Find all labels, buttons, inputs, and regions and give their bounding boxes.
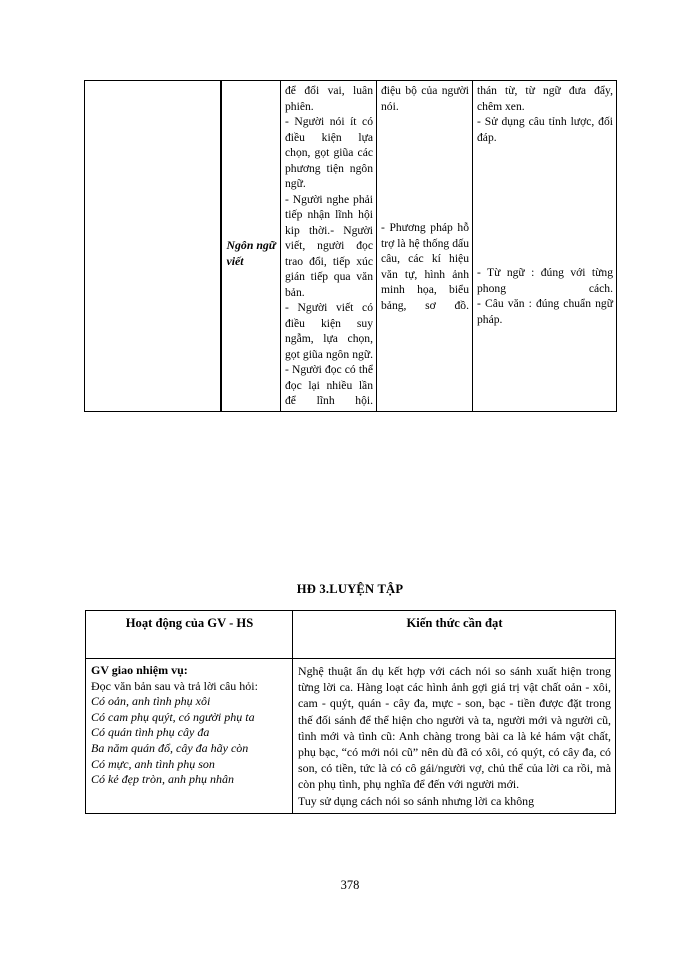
table-row bbox=[86, 659, 616, 814]
knowledge-para-1: Nghệ thuật ẩn dụ kết hợp với cách nói so sánh xuất hiện trong từng lời ca. Hàng loạt các hình ảnh gợi giá trị vật chất oản - xôi, cam - quýt, quán - cây đa, mực - son, bạc - tiền được đặt trong thế đối sánh để thể hiện cho người và ta, người mới và người cũ, tình mới và tình cũ: Anh chàng trong bài ca là kẻ hám vật chất, phụ bạc, “có mới nói cũ” nên dù đã có xôi, có quýt, có cây đa, có son, có tiền, tức là có cô gái/người vợ, chủ thể của lời ca rồi, mà còn phụ tình, phụ nghĩa để đến với người mới. bbox=[298, 664, 611, 792]
col3-para-5: - Người đọc có thể đọc lại nhiều lần để lĩnh hội. bbox=[285, 363, 373, 407]
col5-para-3: - Từ ngữ : đúng với từng phong cách. bbox=[477, 266, 613, 295]
poem-line: Có quán tình phụ cây đa bbox=[91, 725, 210, 740]
col4-para-1: điệu bộ của người nói. bbox=[381, 84, 469, 113]
knowledge-para-2: Tuy sử dụng cách nói so sánh nhưng lời ca không bbox=[298, 793, 535, 808]
poem-line: Ba năm quán đổ, cây đa hãy còn bbox=[91, 740, 249, 755]
table-row bbox=[85, 81, 617, 412]
section-heading: HĐ 3.LUYỆN TẬP bbox=[296, 582, 404, 596]
table1-cell-col4 bbox=[377, 81, 473, 412]
table2-cell-knowledge bbox=[293, 659, 616, 814]
poem-line: Có cam phụ quýt, có người phụ ta bbox=[91, 709, 255, 724]
col3-para-2: - Người nói ít có điều kiện lựa chọn, gọt giũa các phương tiện ngôn ngữ. bbox=[285, 115, 373, 190]
col3-para-4: - Người viết có điều kiện suy ngẫm, lựa chọn, gọt giũa ngôn ngữ. bbox=[285, 301, 373, 361]
activity-table bbox=[85, 610, 616, 814]
poem-line: Có kẻ đẹp tròn, anh phụ nhân bbox=[91, 772, 234, 787]
task-title: GV giao nhiệm vụ: bbox=[91, 663, 188, 677]
col3-para-1: để đổi vai, luân phiên. bbox=[285, 84, 373, 113]
col4-para-2: - Phương pháp hỗ trợ là hệ thống dấu câu, các kí hiệu văn tự, hình ảnh minh họa, biểu bảng, sơ đồ. bbox=[381, 221, 469, 312]
col5-para-2: - Sử dụng câu tỉnh lược, đối đáp. bbox=[477, 115, 613, 144]
col5-spacer bbox=[477, 145, 613, 265]
task-instruction: Đọc văn bản sau và trả lời câu hỏi: bbox=[91, 678, 258, 693]
col5-para-1: thán từ, từ ngữ đưa đẩy, chêm xen. bbox=[477, 84, 613, 113]
table2-header-knowledge: Kiến thức cần đạt bbox=[293, 611, 616, 659]
table2-header-activity: Hoạt động của GV - HS bbox=[86, 611, 293, 659]
col3-para-3: - Người nghe phải tiếp nhận lĩnh hội kip thời.- Người viết, người đọc trao đổi, tiếp xúc gián tiếp qua văn bản. bbox=[285, 192, 373, 299]
table1-cell-label bbox=[221, 81, 281, 412]
poem-line: Có mực, anh tình phụ son bbox=[91, 756, 215, 771]
col5-para-4: - Câu văn : đúng chuẩn ngữ pháp. bbox=[477, 297, 613, 326]
label-ngon-ngu-viet: Ngôn ngữ viết bbox=[226, 238, 276, 268]
col4-spacer bbox=[381, 114, 469, 220]
comparison-table bbox=[84, 80, 617, 412]
poem-line: Có oản, anh tình phụ xôi bbox=[91, 694, 211, 709]
table1-cell-col3 bbox=[281, 81, 377, 412]
table1-cell-empty bbox=[85, 81, 221, 412]
page-number: 378 bbox=[340, 878, 360, 892]
table2-cell-activity bbox=[86, 659, 293, 814]
table-header-row bbox=[86, 611, 616, 659]
table1-cell-col5 bbox=[473, 81, 617, 412]
